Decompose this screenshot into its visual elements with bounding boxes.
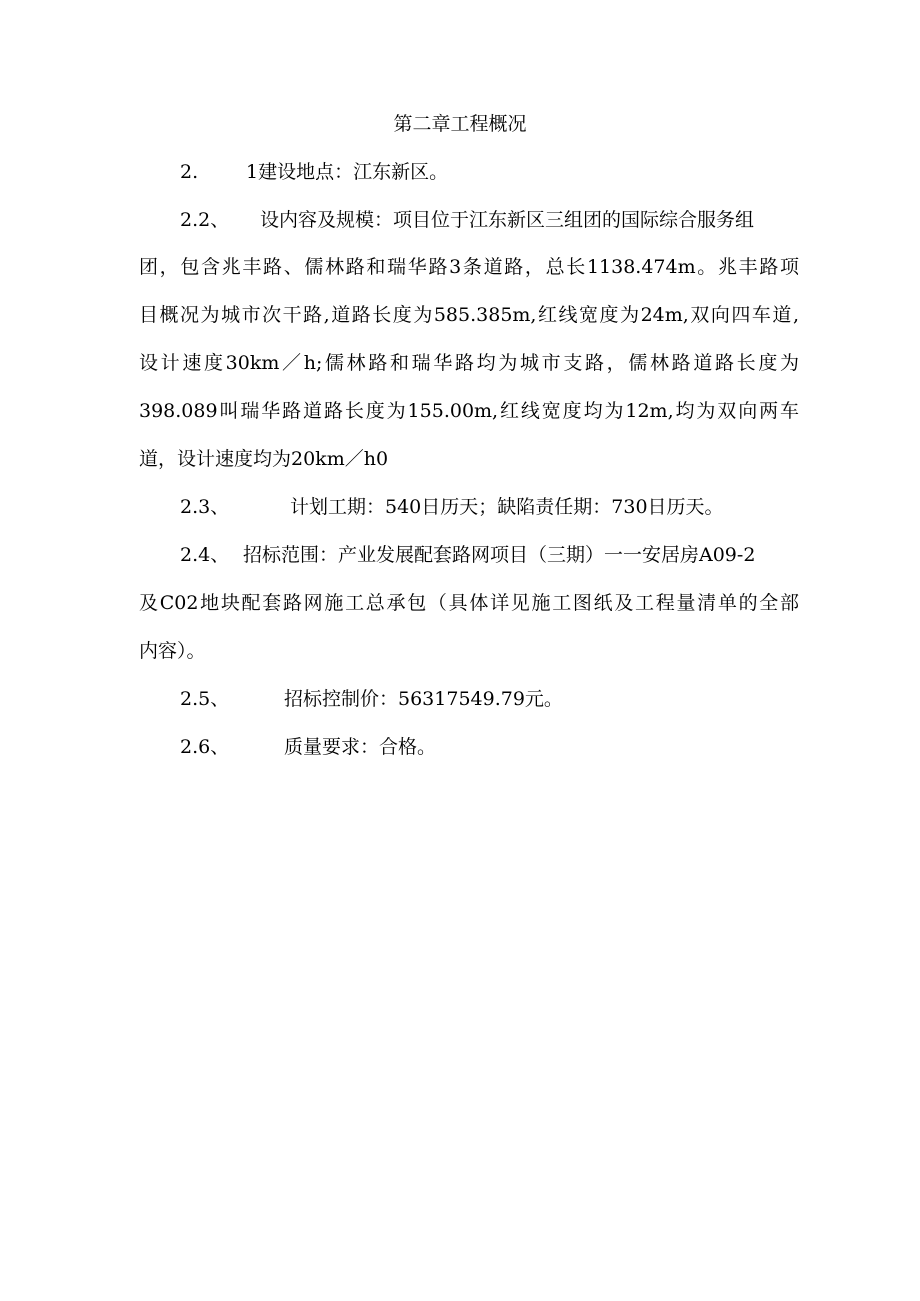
chapter-title: 第二章工程概况 (393, 113, 527, 135)
section-2-2-line-5: 398.089叫瑞华路道路长度为155.00m,红线宽度均为12m,均为双向两车 (139, 400, 799, 422)
section-text: 计划工期：540日历天；缺陷责任期：730日历天。 (290, 496, 724, 518)
section-text: 招标范围：产业发展配套路网项目（三期）一一安居房A09-2 (243, 544, 756, 566)
section-text: 招标控制价：56317549.79元。 (284, 688, 563, 710)
section-number: 2.4、 (180, 544, 230, 566)
section-number: 2.3、 (180, 496, 230, 518)
section-2-4 (139, 541, 799, 569)
section-2-4-line-3: 内容）。 (139, 640, 206, 662)
section-text: 设内容及规模：项目位于江东新区三组团的国际综合服务组 (260, 209, 755, 231)
section-2-2 (139, 206, 799, 234)
section-2-2-line-4: 设计速度30km／h;儒林路和瑞华路均为城市支路，儒林路道路长度为 (139, 352, 799, 374)
section-number: 2.6、 (180, 736, 230, 758)
section-number: 2.2、 (180, 209, 230, 231)
section-text: 1建设地点：江东新区。 (246, 161, 449, 183)
section-2-5 (139, 685, 799, 713)
section-2-2-line-6: 道，设计速度均为20km／h0 (139, 448, 389, 470)
section-2-1 (139, 158, 799, 186)
section-number: 2.5、 (180, 688, 230, 710)
section-2-4-line-2: 及C02地块配套路网施工总承包（具体详见施工图纸及工程量清单的全部 (139, 592, 799, 614)
section-2-2-line-3: 目概况为城市次干路,道路长度为585.385m,红线宽度为24m,双向四车道, (139, 304, 799, 326)
section-text: 质量要求：合格。 (284, 736, 437, 758)
section-2-2-line-2: 团，包含兆丰路、儒林路和瑞华路3条道路，总长1138.474m。兆丰路项 (139, 256, 799, 278)
section-2-6 (139, 733, 799, 761)
section-number: 2. (180, 161, 199, 183)
section-2-3 (139, 493, 799, 521)
